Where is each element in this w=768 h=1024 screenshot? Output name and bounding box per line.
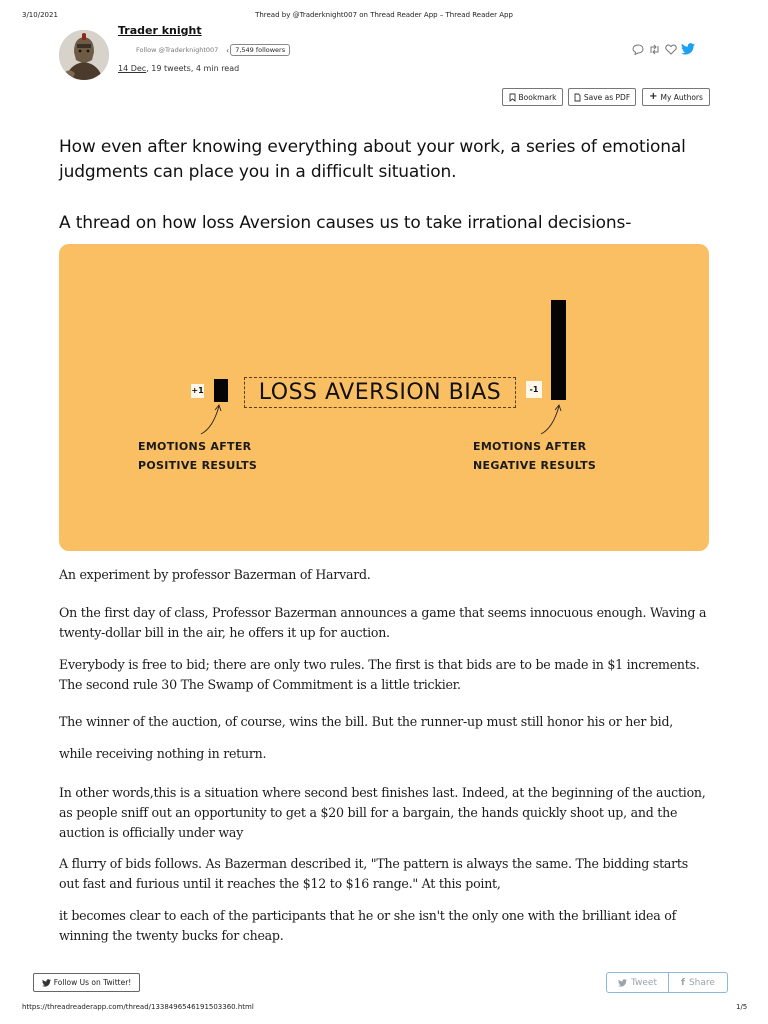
paragraph-5: while receiving nothing in return. bbox=[59, 746, 267, 761]
follow-link[interactable]: Follow @Traderknight007 bbox=[136, 46, 219, 54]
my-authors-label: My Authors bbox=[660, 92, 703, 102]
file-pdf-icon bbox=[574, 93, 581, 102]
bookmark-label: Bookmark bbox=[518, 92, 557, 102]
retweet-icon[interactable] bbox=[648, 44, 661, 55]
paragraph-4: The winner of the auction, of course, wins the bill. But the runner-up must still honor his or her bid, bbox=[59, 714, 674, 729]
reply-icon[interactable] bbox=[632, 44, 644, 55]
followers-badge: ‹ 7,549 followers bbox=[226, 44, 290, 56]
tweet-button[interactable] bbox=[606, 972, 669, 993]
share-button[interactable] bbox=[668, 972, 728, 993]
paragraph-6: In other words,this is a situation where second best finishes last. Indeed, at the beginning of the auction, as people sniff out an opportunity to get a $20 bill for a bargain, the hands quickly shoot up, and the auction is officially under way bbox=[59, 785, 706, 840]
follow-twitter-label: Follow Us on Twitter! bbox=[53, 978, 132, 987]
image-title: LOSS AVERSION BIAS bbox=[244, 377, 516, 408]
negative-emotion-bar bbox=[551, 300, 566, 400]
twitter-bird-icon bbox=[618, 979, 627, 987]
share-label: Share bbox=[688, 977, 715, 988]
positive-caption-line1: EMOTIONS AFTER bbox=[138, 440, 252, 453]
bookmark-icon bbox=[509, 93, 516, 102]
twitter-bird-icon bbox=[42, 979, 51, 987]
negative-caption bbox=[473, 437, 596, 475]
positive-caption bbox=[138, 437, 257, 475]
thread-intro: How even after knowing everything about your work, a series of emotional judgments can place you in a difficult situation. bbox=[59, 137, 686, 182]
follow-twitter-button[interactable] bbox=[33, 973, 140, 992]
author-avatar[interactable] bbox=[59, 30, 109, 80]
print-page-number: 1/5 bbox=[736, 1003, 748, 1011]
positive-caption-line2: POSITIVE RESULTS bbox=[138, 459, 258, 472]
save-pdf-label: Save as PDF bbox=[583, 92, 631, 102]
like-icon[interactable] bbox=[665, 44, 677, 55]
positive-value-label: +1 bbox=[191, 384, 204, 398]
thread-meta bbox=[118, 64, 239, 73]
right-pointer-arrow-icon bbox=[539, 402, 569, 436]
author-name[interactable]: Trader knight bbox=[118, 24, 202, 37]
tweet-actions bbox=[632, 43, 695, 55]
positive-emotion-bar bbox=[214, 379, 228, 402]
warrior-avatar-icon bbox=[59, 30, 109, 80]
facebook-icon: f bbox=[681, 977, 685, 988]
plus-icon: + bbox=[649, 91, 658, 102]
my-authors-button[interactable] bbox=[642, 88, 710, 106]
twitter-bird-icon[interactable] bbox=[681, 43, 695, 55]
paragraph-2: On the first day of class, Professor Bazerman announces a game that seems innocuous enough. Waving a twenty-dollar bill in the air, he offers it up for auction. bbox=[59, 605, 707, 640]
negative-caption-line2: NEGATIVE RESULTS bbox=[473, 459, 597, 472]
paragraph-1: An experiment by professor Bazerman of Harvard. bbox=[59, 567, 371, 582]
thread-meta-text: , 19 tweets, 4 min read bbox=[146, 64, 240, 73]
print-title: Thread by @Traderknight007 on Thread Reader App – Thread Reader App bbox=[255, 11, 513, 19]
print-url: https://threadreaderapp.com/thread/1338496546191503360.html bbox=[22, 1003, 254, 1011]
print-date: 3/10/2021 bbox=[22, 11, 58, 19]
loss-aversion-image bbox=[59, 244, 709, 551]
paragraph-8: it becomes clear to each of the participants that he or she isn't the only one with the brilliant idea of winning the twenty bucks for cheap. bbox=[59, 908, 677, 943]
bookmark-button[interactable] bbox=[502, 88, 563, 106]
negative-value-label: -1 bbox=[526, 381, 542, 398]
followers-count: 7,549 followers bbox=[230, 44, 290, 56]
paragraph-7: A flurry of bids follows. As Bazerman described it, "The pattern is always the same. The bidding starts out fast and furious until it reaches the $12 to $16 range." At this point, bbox=[59, 856, 688, 891]
thread-date-link[interactable]: 14 Dec bbox=[118, 64, 147, 73]
tweet-label: Tweet bbox=[631, 977, 657, 988]
thread-subtitle: A thread on how loss Aversion causes us to take irrational decisions- bbox=[59, 213, 632, 233]
negative-caption-line1: EMOTIONS AFTER bbox=[473, 440, 587, 453]
paragraph-3: Everybody is free to bid; there are only two rules. The first is that bids are to be made in $1 increments. The second rule 30 The Swamp of Commitment is a little trickier. bbox=[59, 657, 700, 692]
left-pointer-arrow-icon bbox=[199, 402, 229, 436]
save-pdf-button[interactable] bbox=[568, 88, 636, 106]
